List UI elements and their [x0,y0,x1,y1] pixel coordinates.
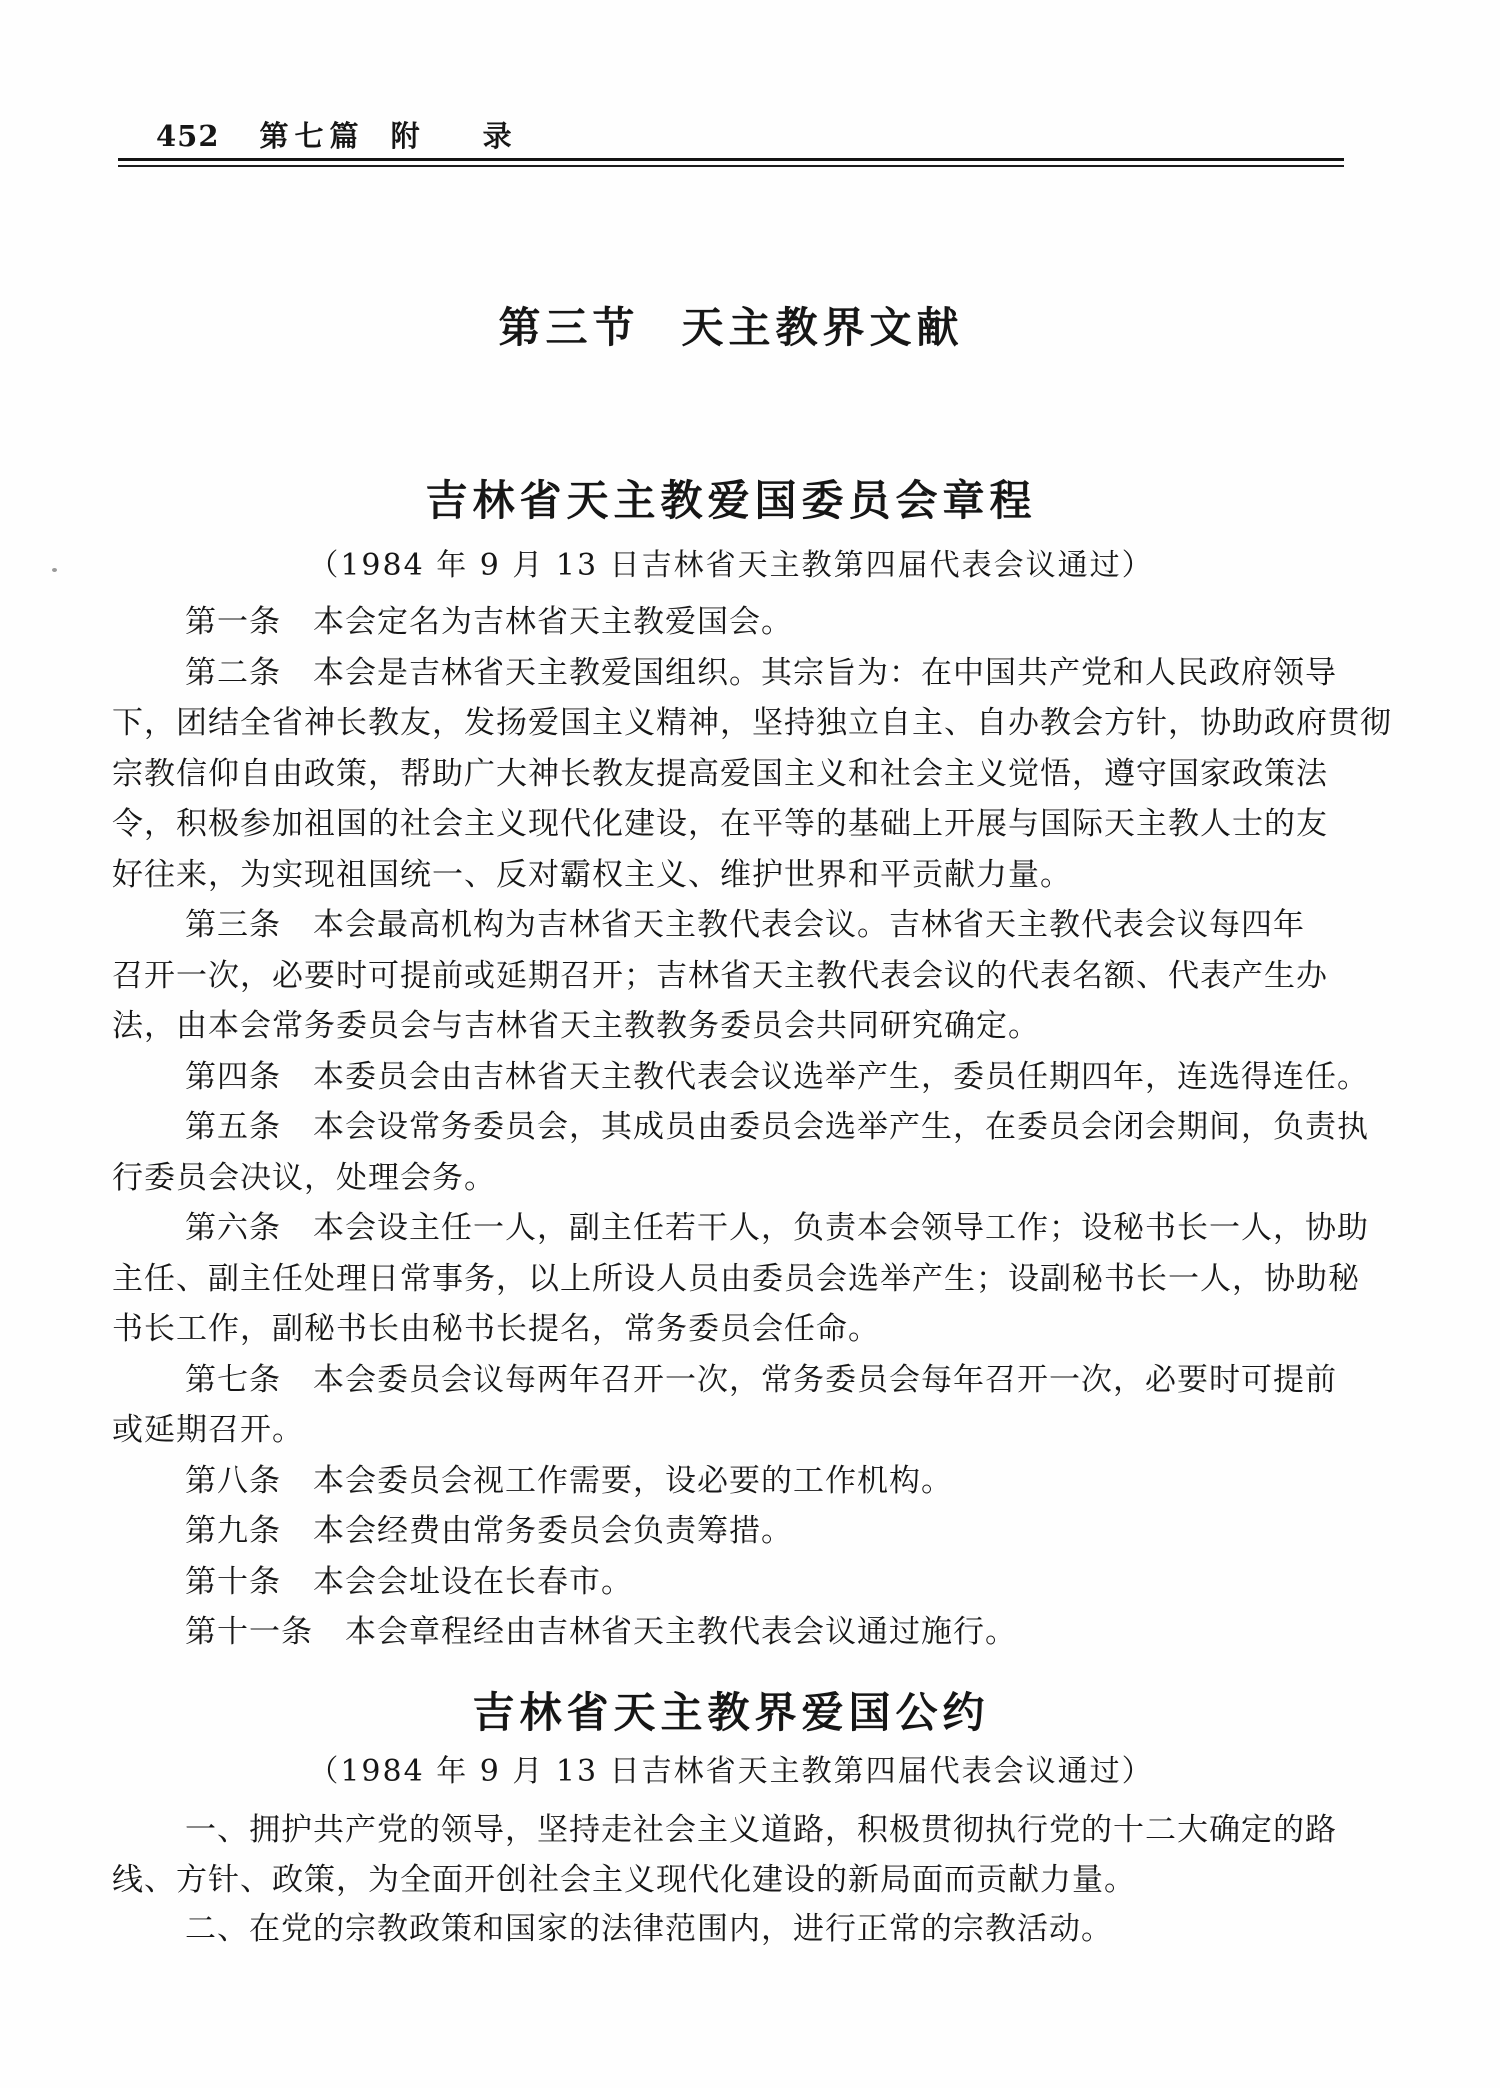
text-line: 下，团结全省神长教友，发扬爱国主义精神，坚持独立自主、自办教会方针，协助政府贯彻 [112,705,1392,741]
text-line: 第十条 本会会址设在长春市。 [185,1563,633,1600]
text-line: 好往来，为实现祖国统一、反对霸权主义、维护世界和平贡献力量。 [112,856,1072,893]
text-line: 第三条 本会最高机构为吉林省天主教代表会议。吉林省天主教代表会议每四年 [185,907,1305,943]
document-1-title: 吉林省天主教爱国委员会章程 [425,476,1037,525]
text-line: 二、在党的宗教政策和国家的法律范围内，进行正常的宗教活动。 [185,1911,1113,1947]
text-line: 第九条 本会经费由常务委员会负责筹措。 [185,1513,793,1549]
text-line: 主任、副主任处理日常事务，以上所设人员由委员会选举产生；设副秘书长一人，协助秘 [112,1260,1360,1297]
text-line: 第六条 本会设主任一人，副主任若干人，负责本会领导工作；设秘书长一人，协助 [185,1210,1369,1246]
document-1-subtitle: （1984 年 9 月 13 日吉林省天主教第四届代表会议通过） [308,548,1154,583]
text-line: 行委员会决议，处理会务。 [112,1159,496,1196]
document-2-title: 吉林省天主教界爱国公约 [472,1688,990,1737]
part-label: 第七篇 [259,119,365,153]
section-number: 第三节 [498,303,640,352]
text-line: 第二条 本会是吉林省天主教爱国组织。其宗旨为：在中国共产党和人民政府领导 [185,654,1337,691]
text-line: 第十一条 本会章程经由吉林省天主教代表会议通过施行。 [185,1614,1017,1650]
text-line: 第五条 本会设常务委员会，其成员由委员会选举产生，在委员会闭会期间，负责执 [185,1109,1369,1145]
book-section-char-1: 附 [390,119,421,153]
text-line: 令，积极参加祖国的社会主义现代化建设，在平等的基础上开展与国际天主教人士的友 [112,806,1328,842]
text-line: 或延期召开。 [112,1412,304,1448]
section-title: 天主教界文献 [681,303,964,352]
document-2-subtitle: （1984 年 9 月 13 日吉林省天主教第四届代表会议通过） [308,1754,1154,1789]
text-line: 第八条 本会委员会视工作需要，设必要的工作机构。 [185,1462,953,1499]
header-double-rule [118,158,1344,167]
scan-speck [52,568,57,572]
running-head [156,114,513,155]
text-line: 第四条 本委员会由吉林省天主教代表会议选举产生，委员任期四年，连选得连任。 [185,1058,1369,1095]
text-line: 书长工作，副秘书长由秘书长提名，常务委员会任命。 [112,1311,880,1347]
text-line: 召开一次，必要时可提前或延期召开；吉林省天主教代表会议的代表名额、代表产生办 [112,957,1328,994]
text-line: 第七条 本会委员会议每两年召开一次，常务委员会每年召开一次，必要时可提前 [185,1361,1337,1398]
section-heading [118,295,1344,355]
document-1-body [112,597,1392,1658]
page-number: 452 [156,119,220,153]
text-line: 宗教信仰自由政策，帮助广大神长教友提高爱国主义和社会主义觉悟，遵守国家政策法 [112,755,1328,792]
text-line: 一、拥护共产党的领导，坚持走社会主义道路，积极贯彻执行党的十二大确定的路 [185,1812,1337,1848]
document-2-body [112,1806,1352,1955]
text-line: 法，由本会常务委员会与吉林省天主教教务委员会共同研究确定。 [112,1008,1040,1044]
text-line: 线、方针、政策，为全面开创社会主义现代化建设的新局面而贡献力量。 [112,1861,1136,1898]
book-section-char-2: 录 [482,119,513,153]
text-line: 第一条 本会定名为吉林省天主教爱国会。 [185,604,793,640]
